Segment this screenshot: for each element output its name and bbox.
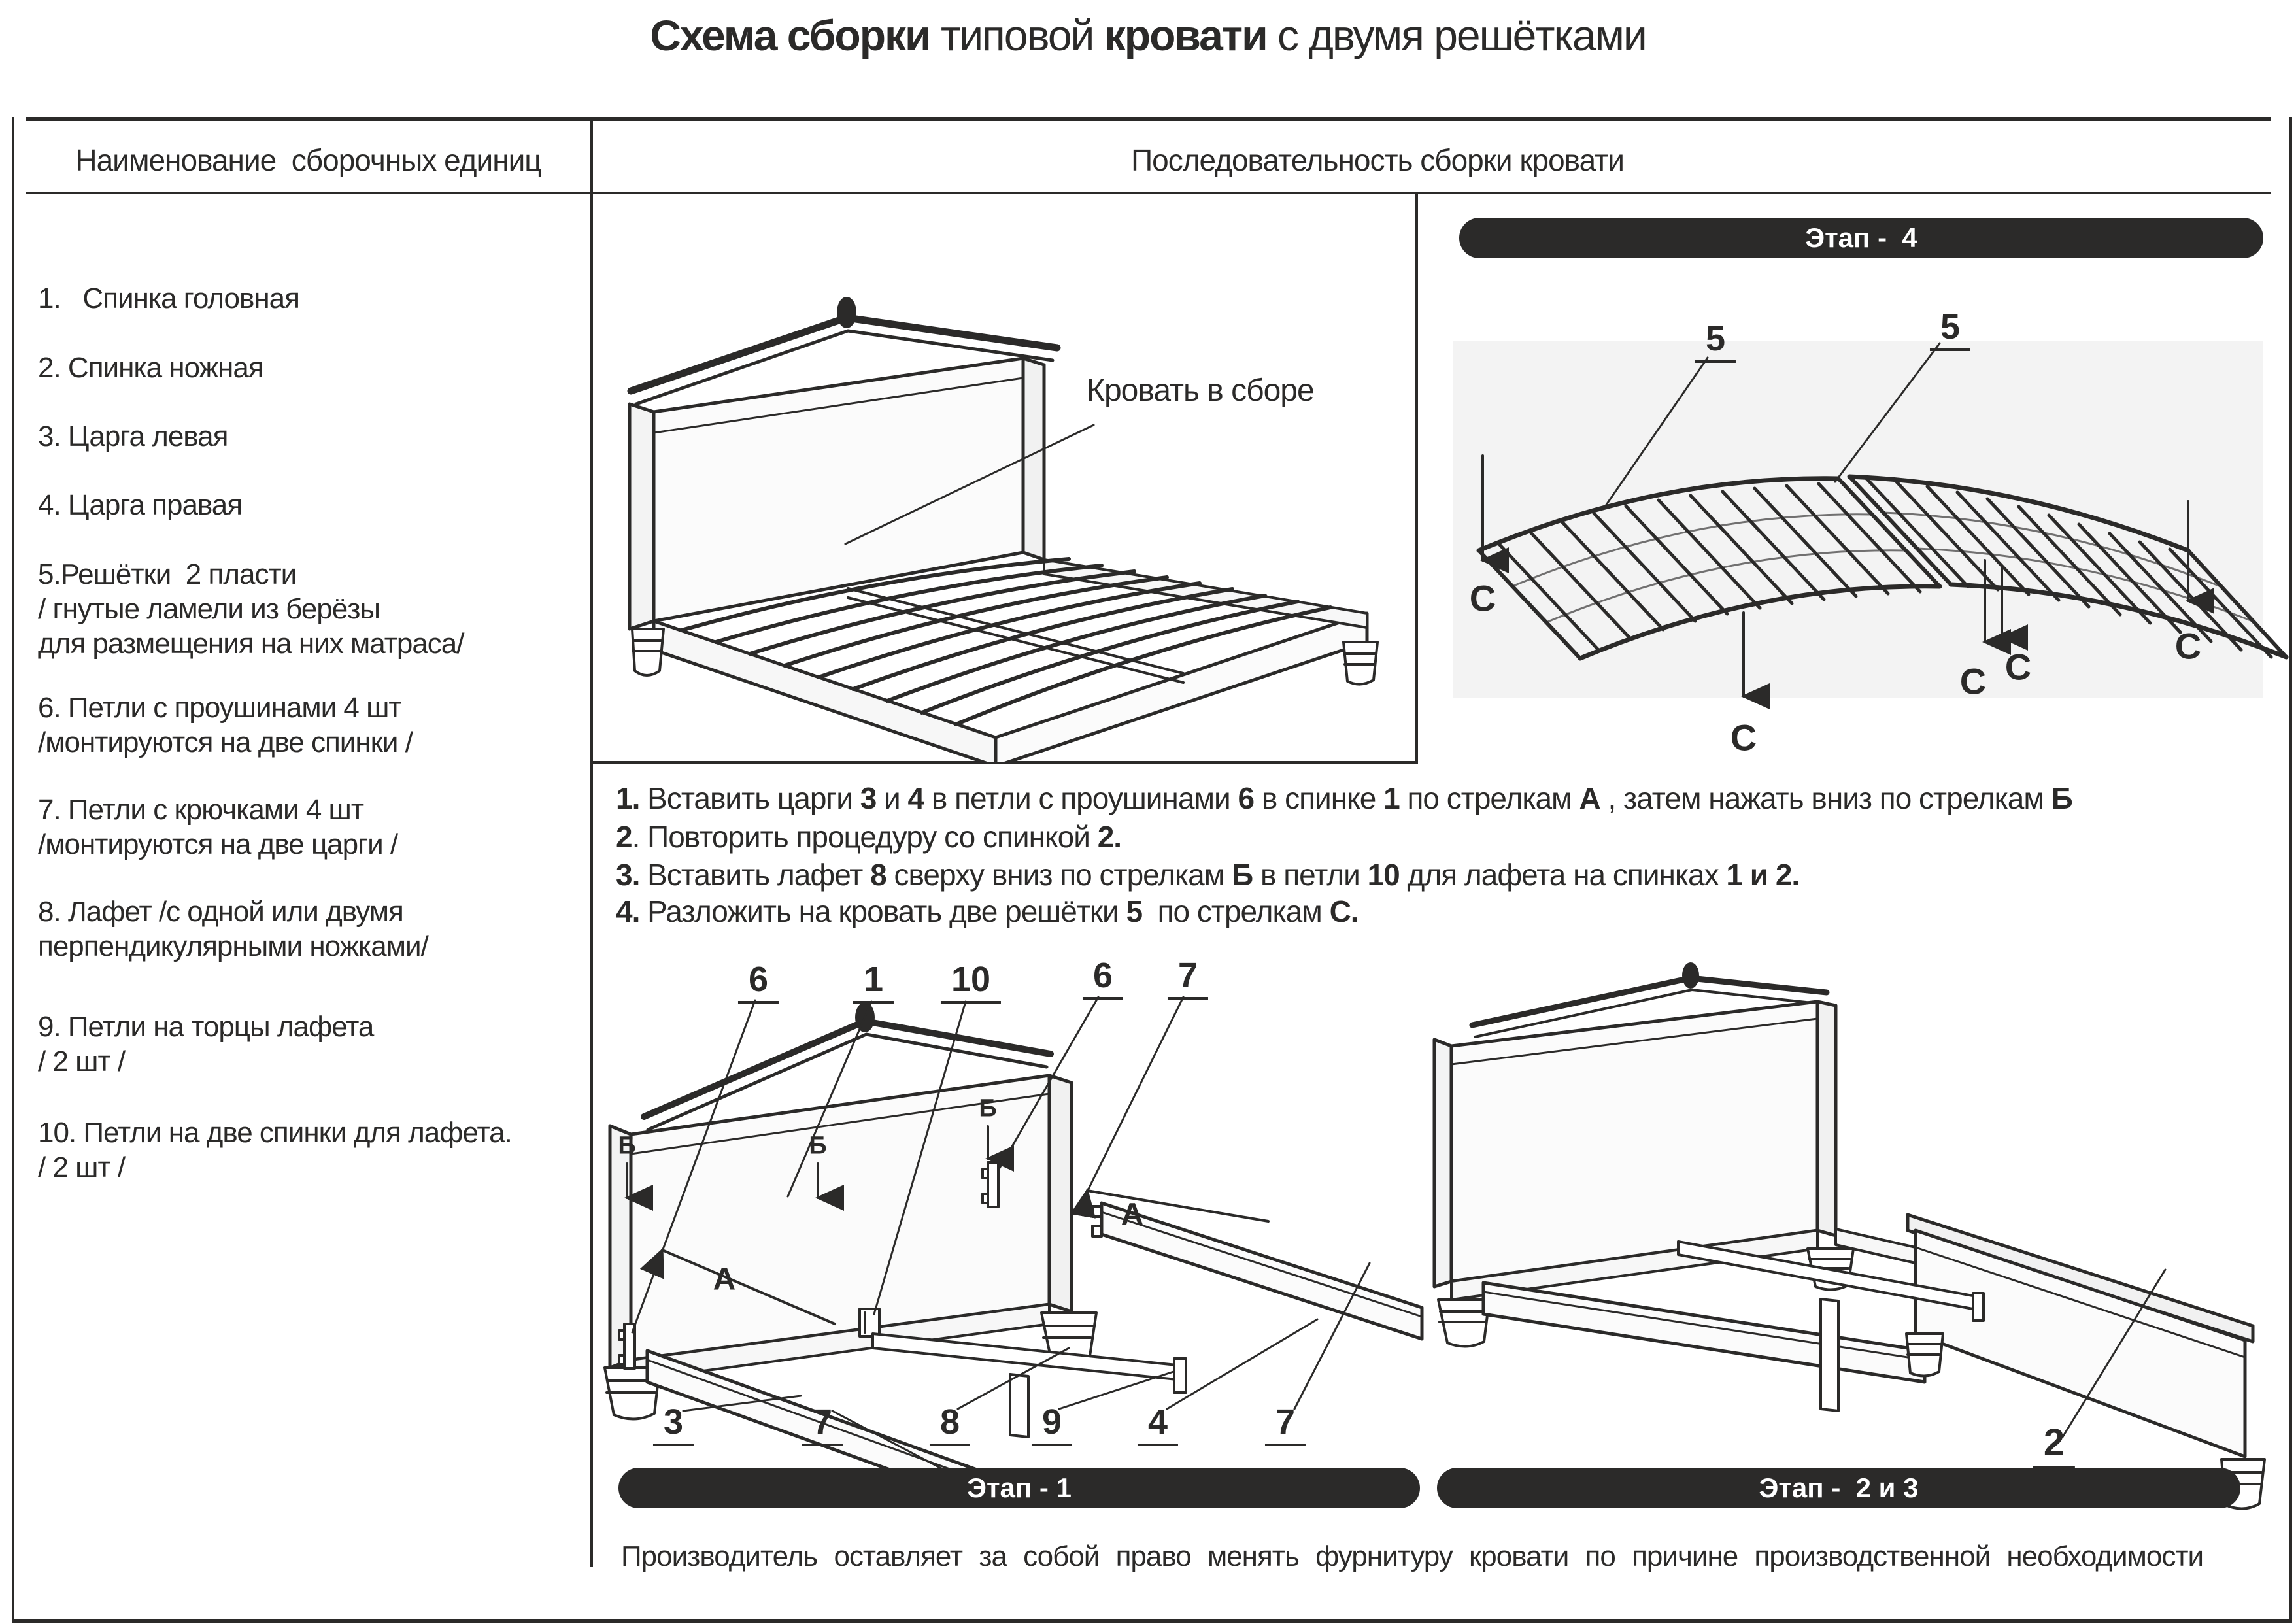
arrow-letter-c: С xyxy=(1469,577,1496,619)
callout-5b: 5 xyxy=(1930,309,1970,351)
parts-list-item-7: 7. Петли с крючками 4 шт /монтируются на две царги / xyxy=(38,794,398,860)
arrow-letter-b: Б xyxy=(809,1132,827,1160)
urn-finial-icon xyxy=(1682,962,1699,989)
callout-7b: 7 xyxy=(1168,958,1208,1000)
footer-disclaimer: Производитель оставляет за собой право менять фурнитуру кровати по причине производственной необходимости xyxy=(621,1540,2204,1572)
right-column-header: Последовательность сборки кровати xyxy=(1131,143,1624,177)
stage4-banner: Этап - 4 xyxy=(1459,218,2263,258)
callout-9: 9 xyxy=(1032,1404,1072,1446)
near-rail xyxy=(1483,1283,1925,1382)
parts-list-item-2: 2. Спинка ножная xyxy=(38,352,263,384)
callout-3: 3 xyxy=(653,1404,694,1446)
instruction-line-2: 2. Повторить процедуру со спинкой 2. xyxy=(616,820,1122,854)
instruction-line-4: 4. Разложить на кровать две решётки 5 по стрелкам С. xyxy=(616,894,1359,928)
arrow-letter-c: С xyxy=(1959,660,1987,702)
page-title: Схема сборки типовой кровати с двумя решётками xyxy=(650,11,1646,59)
callout-7a: 7 xyxy=(802,1404,843,1446)
stage1-banner: Этап - 1 xyxy=(618,1468,1420,1508)
urn-finial-icon xyxy=(837,297,856,328)
lafet-leg xyxy=(1010,1374,1028,1437)
stage1-exploded-drawing xyxy=(592,941,1432,1523)
bottom-border xyxy=(12,1619,2292,1623)
callout-1: 1 xyxy=(853,962,894,1004)
parts-list-item-1: 1. Спинка головная xyxy=(38,282,299,314)
instruction-line-1: 1. Вставить царги 3 и 4 в петли с проушинами 6 в спинке 1 по стрелкам А , затем нажать вниз по стрелкам Б xyxy=(616,781,2072,815)
parts-list-item-3: 3. Царга левая xyxy=(38,420,228,452)
parts-list-item-8: 8. Лафет /с одной или двумя перпендикулярными ножками/ xyxy=(38,896,428,962)
title-part-bold2: кровати xyxy=(1104,11,1267,59)
headboard-right-stile xyxy=(1049,1075,1072,1311)
front-left-foot xyxy=(632,629,664,675)
stage23-banner: Этап - 2 и 3 xyxy=(1437,1468,2240,1508)
headboard-right-stile xyxy=(1023,358,1044,560)
lafet-end-hinge xyxy=(1174,1359,1186,1393)
right-rail xyxy=(1102,1203,1422,1339)
stage4-lattices-drawing xyxy=(1417,194,2292,762)
callout-5a: 5 xyxy=(1695,321,1736,363)
callout-6a: 6 xyxy=(738,962,779,1004)
assembled-bed-drawing xyxy=(592,196,1417,762)
arrow-letter-b: Б xyxy=(618,1132,636,1160)
top-rule xyxy=(26,117,2271,121)
stage23-frame-drawing xyxy=(1432,941,2292,1523)
parts-list-item-9: 9. Петли на торцы лафета / 2 шт / xyxy=(38,1011,374,1077)
callout-4: 4 xyxy=(1138,1404,1178,1446)
callout-6b: 6 xyxy=(1083,958,1123,1000)
parts-list-item-5: 5.Решётки 2 пласти / гнутые ламели из берёзы для размещения на них матраса/ xyxy=(38,558,464,660)
arrow-letter-a: А xyxy=(1121,1197,1144,1232)
arrow-letter-b: Б xyxy=(979,1094,997,1123)
headboard-left-foot xyxy=(1438,1300,1489,1347)
parts-list-item-6: 6. Петли с проушинами 4 шт /монтируются на две спинки / xyxy=(38,692,413,758)
foot-right xyxy=(1343,642,1377,685)
assembled-bed-label: Кровать в сборе xyxy=(1087,373,1314,408)
instruction-line-3: 3. Вставить лафет 8 сверху вниз по стрелкам Б в петли 10 для лафета на спинках 1 и 2. xyxy=(616,858,1800,892)
callout-7c: 7 xyxy=(1265,1404,1306,1446)
parts-list-item-10: 10. Петли на две спинки для лафета. / 2 шт / xyxy=(38,1117,512,1183)
footboard-left-foot xyxy=(1906,1334,1943,1376)
callout-2: 2 xyxy=(2033,1424,2075,1468)
parts-list-item-4: 4. Царга правая xyxy=(38,489,243,521)
backdrop xyxy=(1453,341,2263,698)
left-column-header: Наименование сборочных единиц xyxy=(75,143,541,177)
callout-10: 10 xyxy=(941,962,1001,1004)
lafet-leg xyxy=(1821,1299,1838,1411)
left-rail xyxy=(654,621,996,762)
callout-8: 8 xyxy=(930,1404,970,1446)
arrow-letter-c: С xyxy=(1730,717,1757,758)
arrow-letter-c: С xyxy=(2004,646,2032,688)
arrow-letter-c: С xyxy=(2174,625,2202,667)
left-border xyxy=(12,117,14,1622)
arrow-letter-a: А xyxy=(713,1262,736,1297)
title-part-bold: Схема сборки xyxy=(650,11,930,59)
headboard-left-stile xyxy=(630,404,654,629)
